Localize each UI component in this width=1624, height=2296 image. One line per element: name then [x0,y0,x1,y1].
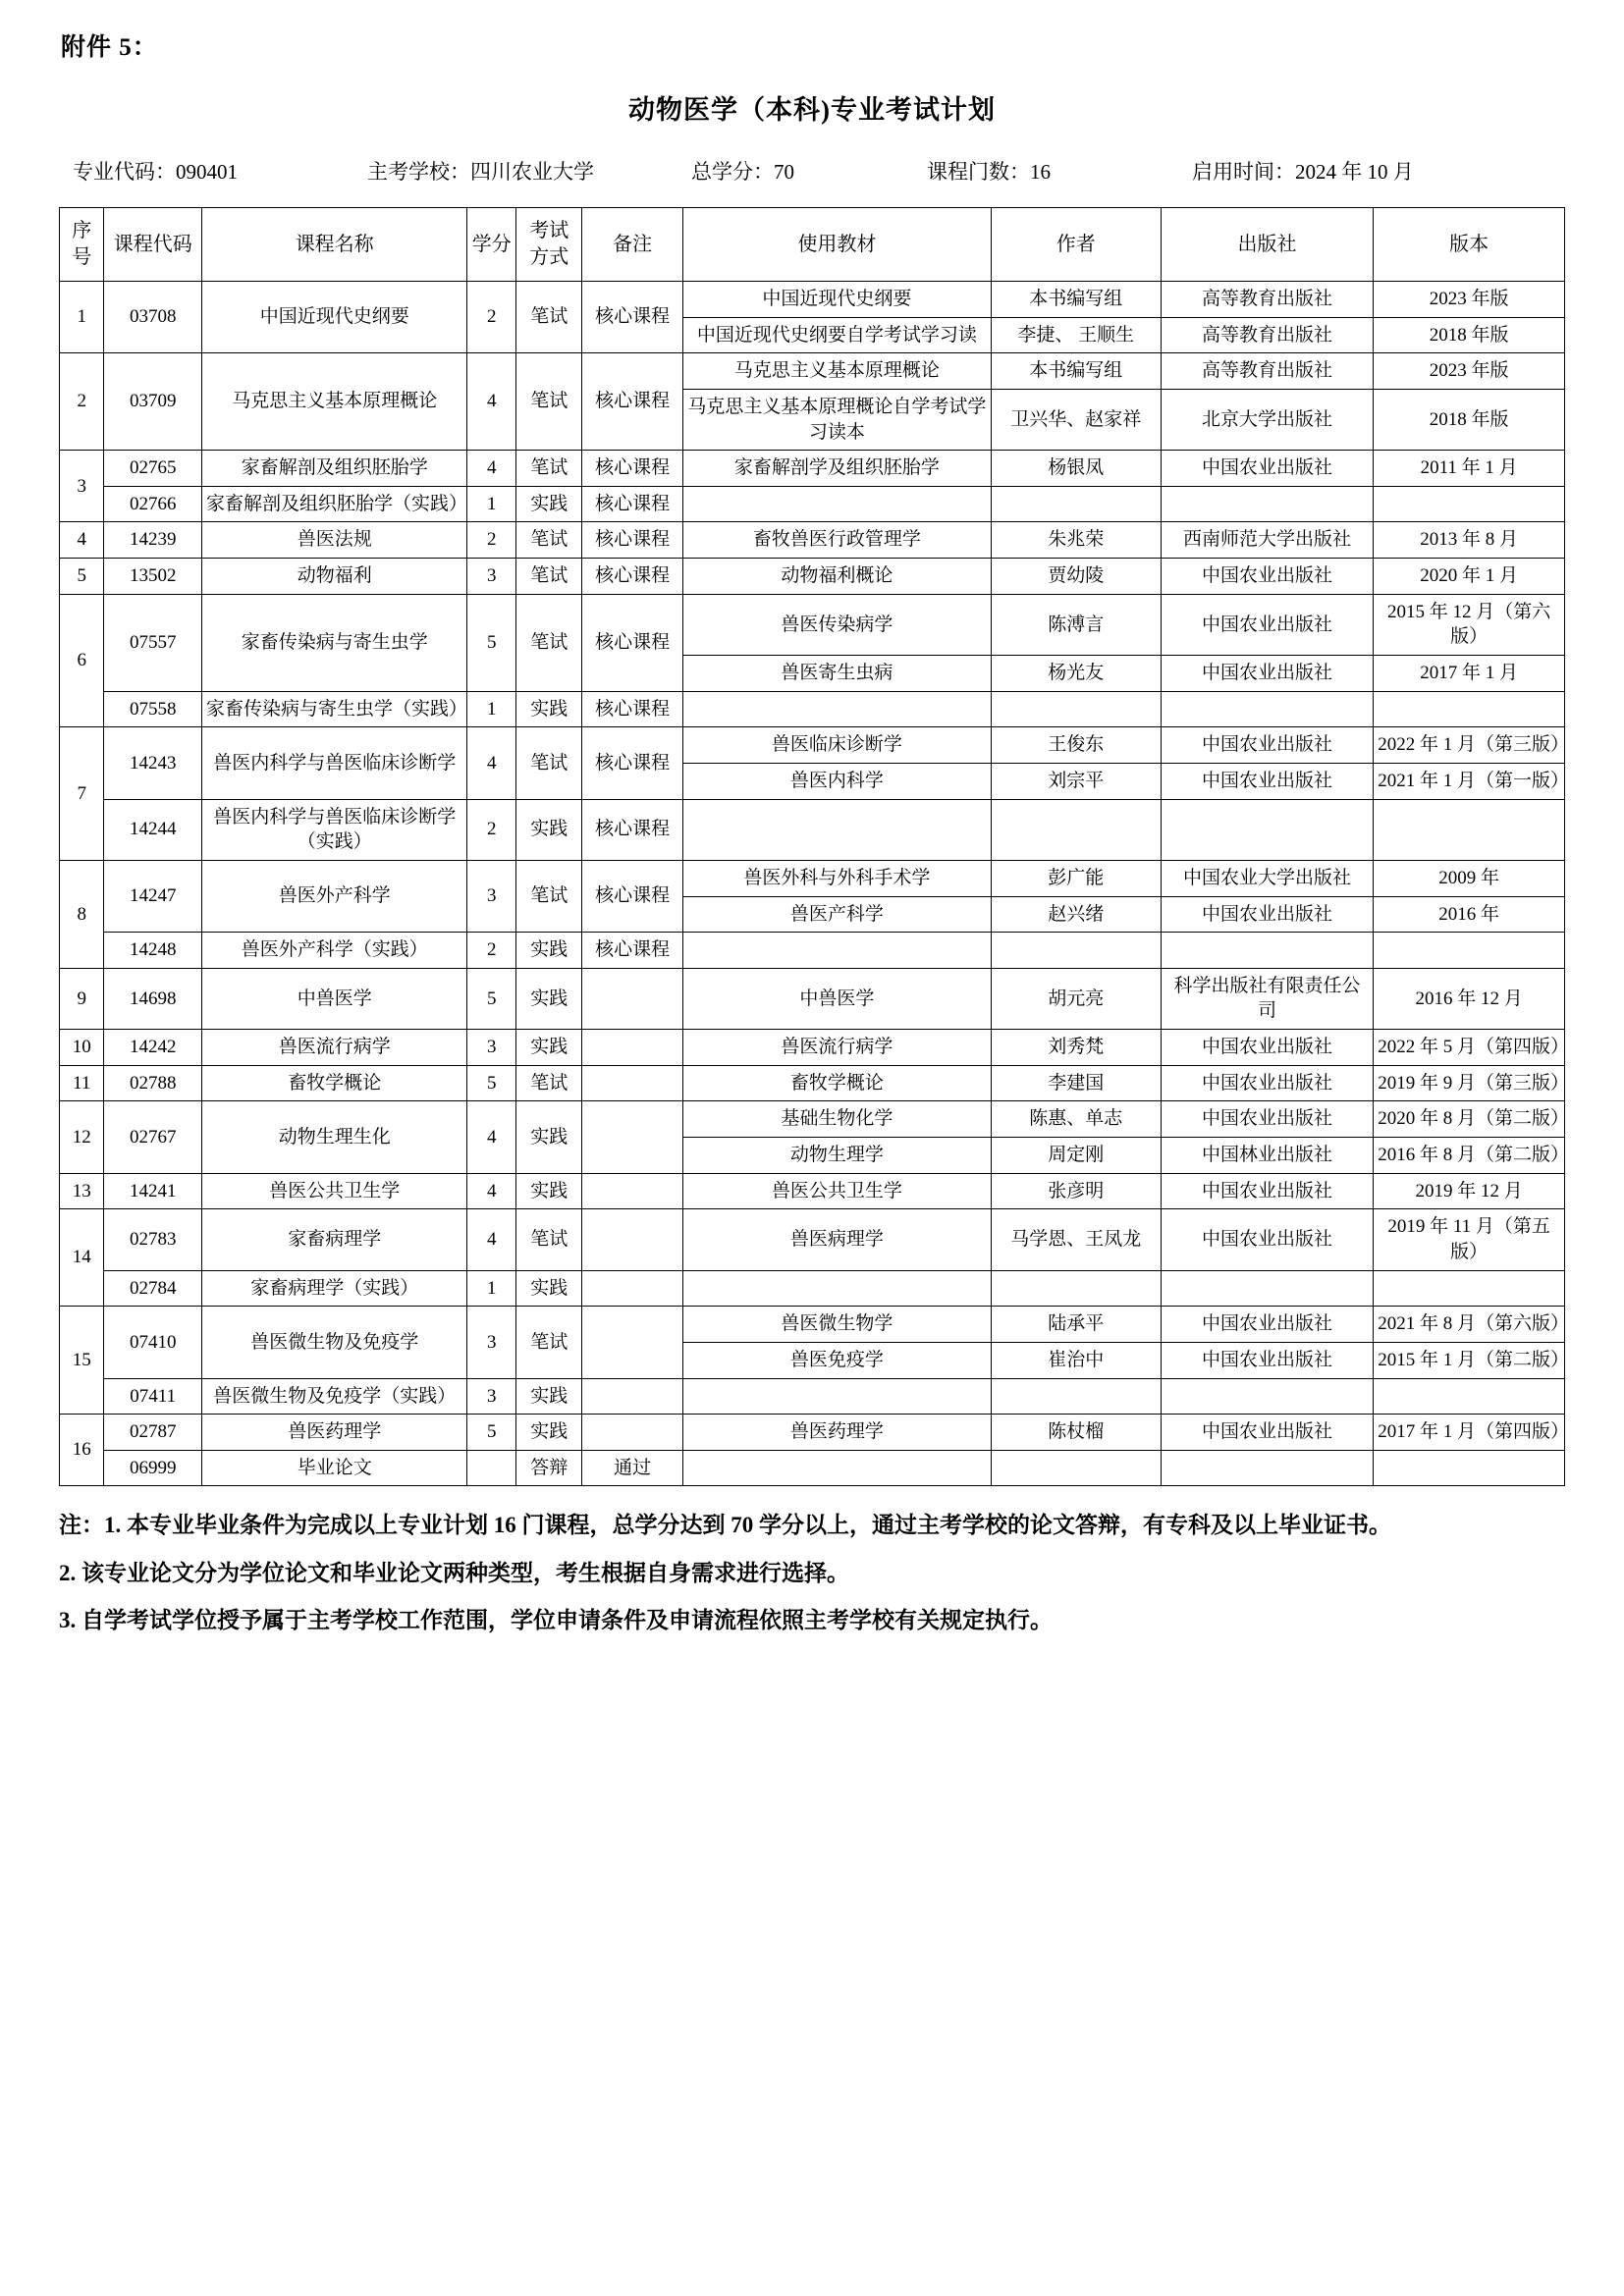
cell-course-name: 兽医流行病学 [201,1030,466,1066]
notes-section [59,1506,1565,1640]
cell-author: 刘秀梵 [991,1030,1161,1066]
table-row [60,860,1565,896]
cell-note [582,1415,683,1451]
cell-textbook [683,933,992,969]
cell-seq: 14 [60,1209,104,1307]
cell-publisher [1161,1270,1373,1307]
cell-course-name: 动物福利 [201,559,466,595]
cell-textbook [683,691,992,727]
cell-note: 核心课程 [582,522,683,559]
cell-credit: 4 [467,1209,516,1270]
cell-exam-method: 实践 [516,968,582,1029]
cell-version: 2018 年版 [1374,389,1565,450]
cell-note [582,1209,683,1270]
cell-version: 2021 年 1 月（第一版） [1374,763,1565,799]
cell-textbook: 兽医药理学 [683,1415,992,1451]
table-row [60,1030,1565,1066]
cell-author: 张彦明 [991,1173,1161,1209]
cell-textbook: 马克思主义基本原理概论自学考试学习读本 [683,389,992,450]
cell-seq: 15 [60,1307,104,1415]
table-row [60,1270,1565,1307]
cell-textbook: 畜牧学概论 [683,1065,992,1101]
cell-seq: 4 [60,522,104,559]
cell-course-code: 07410 [104,1307,202,1378]
cell-seq: 5 [60,559,104,595]
cell-note [582,1307,683,1378]
cell-publisher [1161,1450,1373,1486]
cell-author: 陈杖榴 [991,1415,1161,1451]
cell-course-code: 14242 [104,1030,202,1066]
cell-publisher: 中国农业出版社 [1161,763,1373,799]
cell-author: 胡元亮 [991,968,1161,1029]
cell-exam-method: 实践 [516,486,582,522]
meta-row [59,156,1565,186]
cell-credit: 4 [467,1173,516,1209]
cell-note [582,1065,683,1101]
table-row [60,353,1565,390]
cell-note: 核心课程 [582,559,683,595]
cell-exam-method: 笔试 [516,1209,582,1270]
cell-course-code: 13502 [104,559,202,595]
table-row [60,933,1565,969]
table-row [60,594,1565,655]
cell-course-code: 02788 [104,1065,202,1101]
cell-publisher: 高等教育出版社 [1161,317,1373,353]
cell-version: 2016 年 8 月（第二版） [1374,1138,1565,1174]
cell-course-name: 家畜解剖及组织胚胎学（实践） [201,486,466,522]
cell-course-name: 兽医内科学与兽医临床诊断学（实践） [201,799,466,860]
cell-note: 通过 [582,1450,683,1486]
cell-publisher: 中国农业出版社 [1161,1030,1373,1066]
cell-note: 核心课程 [582,486,683,522]
cell-publisher: 中国农业出版社 [1161,451,1373,487]
cell-textbook: 兽医内科学 [683,763,992,799]
cell-version: 2019 年 9 月（第三版） [1374,1065,1565,1101]
note-item-3: 3. 自学考试学位授予属于主考学校工作范围，学位申请条件及申请流程依照主考学校有关规定执行。 [59,1607,1053,1632]
cell-seq: 8 [60,860,104,968]
cell-course-name: 兽医内科学与兽医临床诊断学 [201,727,466,799]
cell-version: 2023 年版 [1374,282,1565,318]
cell-version [1374,1270,1565,1307]
cell-publisher: 西南师范大学出版社 [1161,522,1373,559]
cell-course-code: 02766 [104,486,202,522]
cell-textbook: 动物生理学 [683,1138,992,1174]
cell-course-code: 07557 [104,594,202,691]
cell-exam-method: 答辩 [516,1450,582,1486]
cell-course-code: 03708 [104,282,202,353]
cell-seq: 9 [60,968,104,1029]
table-row [60,1209,1565,1270]
cell-textbook: 兽医微生物学 [683,1307,992,1343]
cell-publisher [1161,1378,1373,1415]
cell-note: 核心课程 [582,594,683,691]
cell-author [991,799,1161,860]
cell-credit: 2 [467,522,516,559]
cell-author [991,1450,1161,1486]
table-header-row [60,208,1565,282]
cell-credit [467,1450,516,1486]
cell-credit: 2 [467,282,516,353]
cell-textbook: 兽医公共卫生学 [683,1173,992,1209]
cell-author [991,486,1161,522]
cell-publisher [1161,691,1373,727]
cell-course-name: 家畜病理学 [201,1209,466,1270]
cell-version [1374,1378,1565,1415]
cell-course-name: 兽医外产科学（实践） [201,933,466,969]
cell-version: 2011 年 1 月 [1374,451,1565,487]
cell-version: 2018 年版 [1374,317,1565,353]
cell-credit: 5 [467,1415,516,1451]
cell-credit: 4 [467,727,516,799]
cell-course-name: 兽医微生物及免疫学 [201,1307,466,1378]
cell-version: 2022 年 1 月（第三版） [1374,727,1565,764]
cell-course-code: 02767 [104,1101,202,1173]
header-book: 使用教材 [683,208,992,282]
cell-author: 王俊东 [991,727,1161,764]
cell-author: 陈溥言 [991,594,1161,655]
cell-course-name: 家畜解剖及组织胚胎学 [201,451,466,487]
cell-note: 核心课程 [582,727,683,799]
cell-author: 杨银凤 [991,451,1161,487]
cell-exam-method: 实践 [516,1378,582,1415]
cell-seq: 3 [60,451,104,522]
cell-exam-method: 实践 [516,1101,582,1173]
cell-credit: 5 [467,968,516,1029]
table-row [60,691,1565,727]
cell-version: 2015 年 12 月（第六版） [1374,594,1565,655]
cell-credit: 1 [467,486,516,522]
note-item-2: 2. 该专业论文分为学位论文和毕业论文两种类型，考生根据自身需求进行选择。 [59,1560,849,1585]
cell-course-code: 14248 [104,933,202,969]
cell-course-name: 家畜病理学（实践） [201,1270,466,1307]
page-title: 动物医学（本科)专业考试计划 [628,95,996,125]
cell-course-name: 马克思主义基本原理概论 [201,353,466,451]
cell-course-code: 14241 [104,1173,202,1209]
header-exam: 考试方式 [516,208,582,282]
cell-textbook: 兽医流行病学 [683,1030,992,1066]
header-press: 出版社 [1161,208,1373,282]
cell-course-code: 14243 [104,727,202,799]
cell-textbook: 中国近现代史纲要 [683,282,992,318]
cell-version: 2009 年 [1374,860,1565,896]
cell-author [991,691,1161,727]
cell-note: 核心课程 [582,860,683,932]
cell-author: 李建国 [991,1065,1161,1101]
cell-seq: 10 [60,1030,104,1066]
cell-credit: 3 [467,1307,516,1378]
table-body [60,282,1569,1486]
table-row [60,727,1565,764]
cell-author: 李捷、 王顺生 [991,317,1161,353]
cell-publisher: 中国农业出版社 [1161,1173,1373,1209]
note-item-1: 注：1. 本专业毕业条件为完成以上专业计划 16 门课程，总学分达到 70 学分以上，通过主考学校的论文答辩，有专科及以上毕业证书。 [59,1513,1391,1538]
header-credit: 学分 [467,208,516,282]
cell-version: 2013 年 8 月 [1374,522,1565,559]
cell-seq: 11 [60,1065,104,1101]
cell-course-name: 兽医外产科学 [201,860,466,932]
cell-credit: 2 [467,933,516,969]
cell-publisher: 中国农业出版社 [1161,1342,1373,1378]
cell-textbook [683,799,992,860]
cell-exam-method: 笔试 [516,860,582,932]
cell-credit: 4 [467,353,516,451]
cell-publisher [1161,486,1373,522]
cell-exam-method: 实践 [516,799,582,860]
cell-course-name: 中兽医学 [201,968,466,1029]
cell-version: 2015 年 1 月（第二版） [1374,1342,1565,1378]
table-row [60,451,1565,487]
cell-credit: 4 [467,1101,516,1173]
header-name: 课程名称 [201,208,466,282]
cell-publisher: 中国农业出版社 [1161,656,1373,692]
cell-version [1374,933,1565,969]
exam-plan-table [59,207,1569,1486]
cell-exam-method: 笔试 [516,1065,582,1101]
meta-major-code: 专业代码：090401 [73,160,238,184]
cell-course-code: 07558 [104,691,202,727]
cell-exam-method: 实践 [516,1270,582,1307]
meta-course-count: 课程门数：16 [927,160,1051,184]
table-row [60,522,1565,559]
table-row [60,486,1565,522]
attachment-label: 附件 5： [61,34,158,61]
cell-exam-method: 笔试 [516,727,582,799]
cell-credit: 3 [467,559,516,595]
table-row [60,799,1565,860]
cell-note [582,1173,683,1209]
cell-course-name: 家畜传染病与寄生虫学（实践） [201,691,466,727]
cell-credit: 1 [467,691,516,727]
cell-note [582,1378,683,1415]
cell-textbook [683,486,992,522]
cell-exam-method: 笔试 [516,451,582,487]
table-row [60,1065,1565,1101]
meta-school: 主考学校：四川农业大学 [367,160,594,184]
cell-textbook: 中兽医学 [683,968,992,1029]
cell-note: 核心课程 [582,282,683,353]
cell-publisher: 高等教育出版社 [1161,353,1373,390]
cell-exam-method: 笔试 [516,594,582,691]
cell-author: 卫兴华、赵家祥 [991,389,1161,450]
cell-author: 陈惠、单志 [991,1101,1161,1138]
header-seq: 序号 [60,208,104,282]
cell-course-name: 兽医法规 [201,522,466,559]
cell-note: 核心课程 [582,799,683,860]
cell-seq: 16 [60,1415,104,1486]
cell-version: 2016 年 12 月 [1374,968,1565,1029]
cell-textbook: 家畜解剖学及组织胚胎学 [683,451,992,487]
cell-credit: 4 [467,451,516,487]
cell-textbook: 兽医免疫学 [683,1342,992,1378]
meta-start-time: 启用时间：2024 年 10 月 [1192,160,1414,184]
cell-publisher: 中国农业出版社 [1161,896,1373,933]
cell-textbook: 兽医临床诊断学 [683,727,992,764]
cell-publisher: 中国农业出版社 [1161,1307,1373,1343]
cell-version: 2019 年 12 月 [1374,1173,1565,1209]
cell-course-code: 02784 [104,1270,202,1307]
cell-author: 贾幼陵 [991,559,1161,595]
cell-publisher: 中国林业出版社 [1161,1138,1373,1174]
cell-credit: 2 [467,799,516,860]
cell-seq: 12 [60,1101,104,1173]
cell-seq: 6 [60,594,104,727]
table-row [60,1378,1565,1415]
cell-course-code: 06999 [104,1450,202,1486]
cell-exam-method: 笔试 [516,1307,582,1378]
cell-version: 2016 年 [1374,896,1565,933]
cell-note: 核心课程 [582,691,683,727]
cell-exam-method: 实践 [516,691,582,727]
cell-textbook: 马克思主义基本原理概论 [683,353,992,390]
cell-course-code: 14239 [104,522,202,559]
cell-exam-method: 实践 [516,1415,582,1451]
cell-course-code: 14698 [104,968,202,1029]
cell-course-name: 家畜传染病与寄生虫学 [201,594,466,691]
cell-version [1374,486,1565,522]
cell-version: 2022 年 5 月（第四版） [1374,1030,1565,1066]
cell-exam-method: 笔试 [516,522,582,559]
cell-publisher: 中国农业出版社 [1161,1065,1373,1101]
cell-credit: 3 [467,860,516,932]
meta-total-credits: 总学分：70 [691,160,794,184]
cell-credit: 3 [467,1378,516,1415]
cell-version: 2021 年 8 月（第六版） [1374,1307,1565,1343]
cell-version [1374,799,1565,860]
cell-author: 本书编写组 [991,353,1161,390]
cell-textbook: 基础生物化学 [683,1101,992,1138]
cell-exam-method: 实践 [516,933,582,969]
cell-textbook [683,1378,992,1415]
cell-version: 2019 年 11 月（第五版） [1374,1209,1565,1270]
cell-publisher [1161,933,1373,969]
cell-author: 马学恩、王凤龙 [991,1209,1161,1270]
cell-version: 2023 年版 [1374,353,1565,390]
cell-author: 本书编写组 [991,282,1161,318]
cell-exam-method: 实践 [516,1030,582,1066]
cell-course-name: 兽医微生物及免疫学（实践） [201,1378,466,1415]
cell-version [1374,691,1565,727]
cell-publisher: 中国农业出版社 [1161,1415,1373,1451]
header-version: 版本 [1374,208,1565,282]
cell-seq: 13 [60,1173,104,1209]
cell-textbook [683,1450,992,1486]
cell-publisher: 高等教育出版社 [1161,282,1373,318]
cell-seq: 7 [60,727,104,861]
cell-publisher: 中国农业出版社 [1161,594,1373,655]
cell-publisher: 中国农业出版社 [1161,559,1373,595]
cell-author: 彭广能 [991,860,1161,896]
cell-textbook: 兽医病理学 [683,1209,992,1270]
header-author: 作者 [991,208,1161,282]
cell-course-code: 14247 [104,860,202,932]
header-code: 课程代码 [104,208,202,282]
cell-version: 2020 年 1 月 [1374,559,1565,595]
cell-version [1374,1450,1565,1486]
cell-note: 核心课程 [582,933,683,969]
cell-textbook: 动物福利概论 [683,559,992,595]
table-row [60,1450,1565,1486]
header-note: 备注 [582,208,683,282]
cell-course-code: 02765 [104,451,202,487]
cell-author: 周定刚 [991,1138,1161,1174]
table-row [60,1173,1565,1209]
cell-author [991,1378,1161,1415]
cell-course-code: 02787 [104,1415,202,1451]
cell-textbook: 兽医传染病学 [683,594,992,655]
cell-note [582,1101,683,1173]
cell-author: 赵兴绪 [991,896,1161,933]
table-row [60,1101,1565,1138]
cell-version: 2017 年 1 月 [1374,656,1565,692]
cell-version: 2020 年 8 月（第二版） [1374,1101,1565,1138]
cell-course-name: 畜牧学概论 [201,1065,466,1101]
cell-course-code: 07411 [104,1378,202,1415]
cell-author: 杨光友 [991,656,1161,692]
cell-publisher [1161,799,1373,860]
cell-course-name: 毕业论文 [201,1450,466,1486]
cell-author: 崔治中 [991,1342,1161,1378]
cell-course-code: 02783 [104,1209,202,1270]
cell-course-name: 动物生理生化 [201,1101,466,1173]
cell-note: 核心课程 [582,353,683,451]
cell-textbook: 兽医外科与外科手术学 [683,860,992,896]
cell-course-code: 14244 [104,799,202,860]
cell-author [991,1270,1161,1307]
cell-textbook: 畜牧兽医行政管理学 [683,522,992,559]
cell-textbook: 兽医寄生虫病 [683,656,992,692]
cell-credit: 5 [467,1065,516,1101]
cell-textbook: 兽医产科学 [683,896,992,933]
cell-note [582,1270,683,1307]
cell-course-name: 中国近现代史纲要 [201,282,466,353]
table-row [60,559,1565,595]
cell-seq: 1 [60,282,104,353]
cell-publisher: 北京大学出版社 [1161,389,1373,450]
table-row [60,1307,1565,1343]
cell-publisher: 中国农业出版社 [1161,1101,1373,1138]
cell-publisher: 中国农业出版社 [1161,727,1373,764]
cell-course-name: 兽医公共卫生学 [201,1173,466,1209]
cell-note [582,1030,683,1066]
cell-course-code: 03709 [104,353,202,451]
cell-publisher: 科学出版社有限责任公司 [1161,968,1373,1029]
cell-exam-method: 笔试 [516,353,582,451]
cell-seq: 2 [60,353,104,451]
cell-note [582,968,683,1029]
cell-author [991,933,1161,969]
cell-version: 2017 年 1 月（第四版） [1374,1415,1565,1451]
cell-author: 朱兆荣 [991,522,1161,559]
cell-textbook: 中国近现代史纲要自学考试学习读 [683,317,992,353]
cell-exam-method: 笔试 [516,282,582,353]
cell-credit: 3 [467,1030,516,1066]
cell-course-name: 兽医药理学 [201,1415,466,1451]
cell-author: 陆承平 [991,1307,1161,1343]
cell-credit: 5 [467,594,516,691]
table-row [60,282,1565,318]
table-row [60,1415,1565,1451]
cell-credit: 1 [467,1270,516,1307]
cell-exam-method: 笔试 [516,559,582,595]
cell-note: 核心课程 [582,451,683,487]
cell-author: 刘宗平 [991,763,1161,799]
table-row [60,968,1565,1029]
cell-exam-method: 实践 [516,1173,582,1209]
cell-textbook [683,1270,992,1307]
cell-publisher: 中国农业出版社 [1161,1209,1373,1270]
cell-publisher: 中国农业大学出版社 [1161,860,1373,896]
